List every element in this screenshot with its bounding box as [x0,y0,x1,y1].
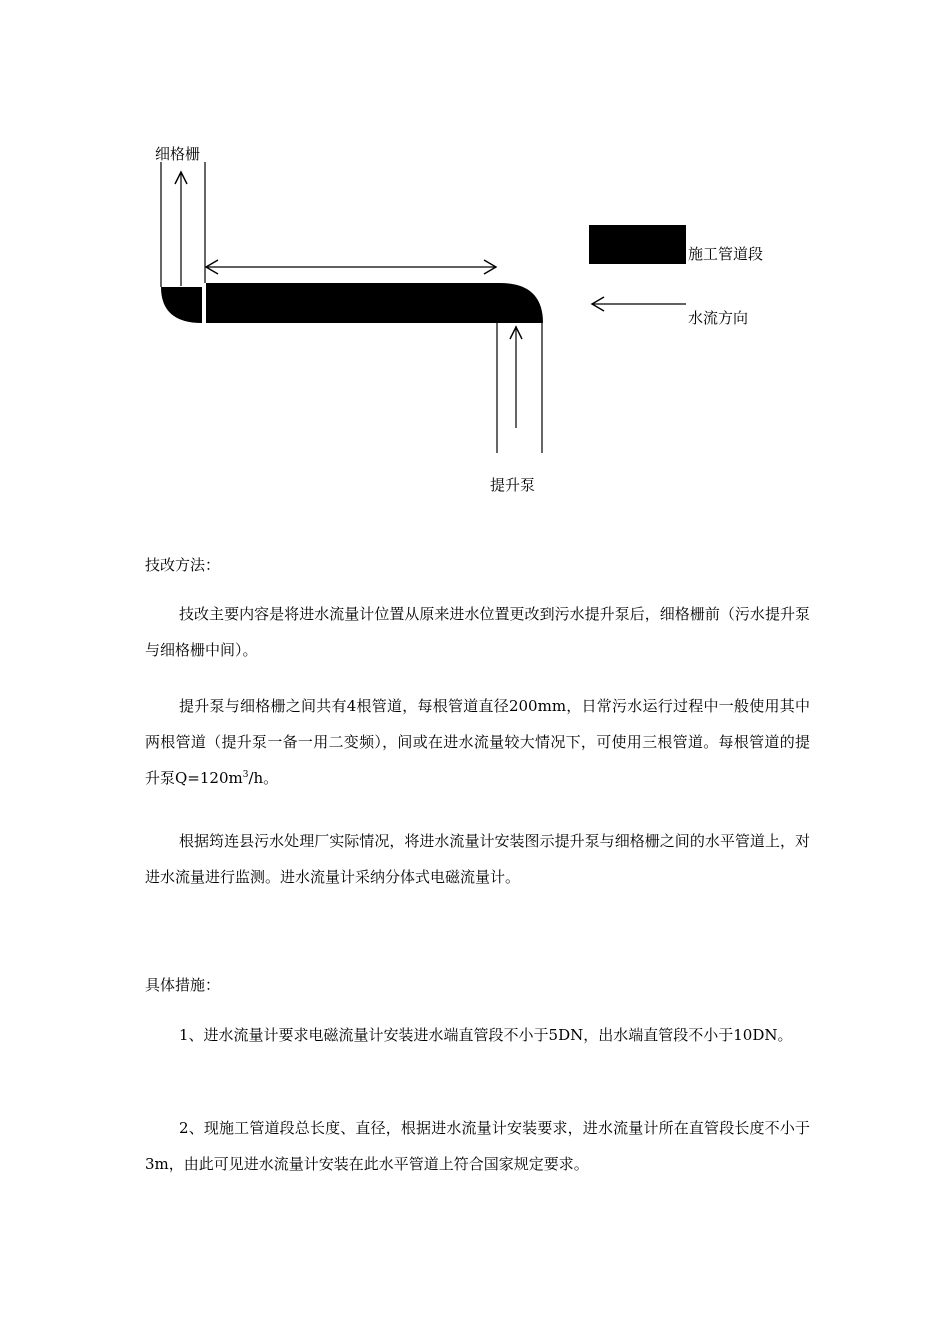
pipe-paragraph-superscript: 3 [242,770,249,780]
measures-heading: 具体措施： [145,976,221,994]
pipe-layout-diagram [0,0,950,520]
label-fine-screen: 细格栅 [155,145,201,163]
legend-pipe-section-label: 施工管道段 [688,245,764,263]
horizontal-pipe-section [206,283,543,323]
pipe-paragraph-unit: /h。 [248,769,279,787]
legend-pipe-swatch [589,225,686,264]
method-paragraph-3: 根据筠连县污水处理厂实际情况，将进水流量计安装图示提升泵与细格栅之间的水平管道上，对进水流量进行监测。进水流量计采纳分体式电磁流量计。 [145,832,810,886]
measure-item-2: 2、现施工管道段总长度、直径，根据进水流量计安装要求，进水流量计所在直管段长度不小于3m，由此可见进水流量计安装在此水平管道上符合国家规定要求。 [145,1119,810,1173]
label-lift-pump: 提升泵 [490,476,536,494]
pipe-paragraph-text: 提升泵与细格栅之间共有4根管道，每根管道直径200mm，日常污水运行过程中一般使用其中两根管道（提升泵一备一用二变频），间或在进水流量较大情况下，可使用三根管道。每根管道的提升泵Q=120m [145,697,810,787]
screen-elbow [161,287,202,323]
method-heading: 技改方法： [145,556,221,574]
measure-item-1: 1、进水流量计要求电磁流量计安装进水端直管段不小于5DN，出水端直管段不小于10DN。 [179,1026,793,1044]
legend-flow-direction-label: 水流方向 [688,309,749,327]
method-paragraph-pipes [145,688,810,796]
method-paragraph-1: 技改主要内容是将进水流量计位置从原来进水位置更改到污水提升泵后，细格栅前（污水提升泵与细格栅中间）。 [145,605,810,659]
